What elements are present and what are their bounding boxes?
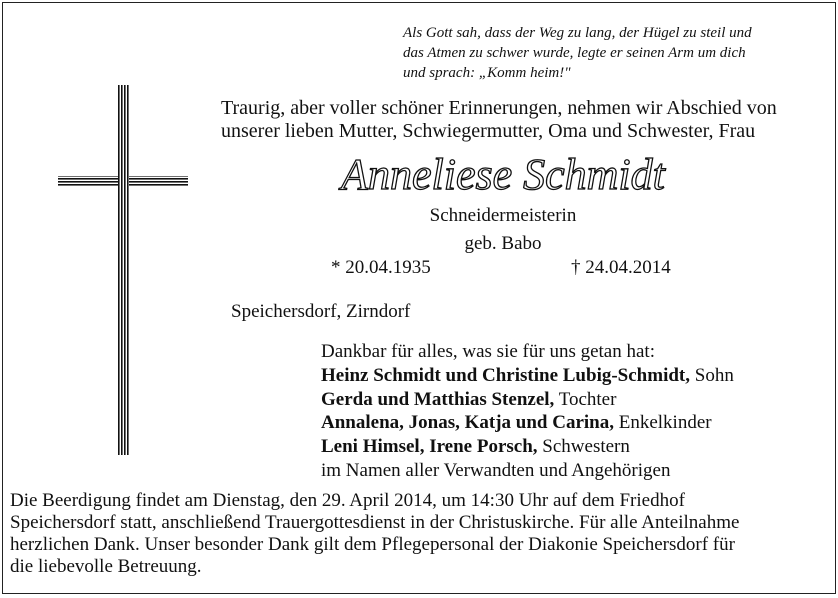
thanks-heading: Dankbar für alles, was sie für uns getan hat: [321,341,655,362]
cross-icon [58,85,188,455]
thanks-closing: im Namen aller Verwandten und Angehörigen [321,459,671,481]
birth-date: * 20.04.1935 [331,257,431,278]
mourner-relation: Sohn [690,364,734,386]
mourner-relation: Tochter [554,388,617,410]
deceased-name [303,149,703,205]
deceased-name-text: Anneliese Schmidt [341,150,665,199]
profession: Schneidermeisterin [429,205,577,226]
funeral-line: Speichersdorf statt, anschließend Trauergottesdienst in der Christuskirche. Für alle Anteilnahme [10,512,740,533]
mourners-block [321,340,826,483]
mourner-relation: Schwestern [537,436,630,458]
funeral-line: Die Beerdigung findet am Dienstag, den 29. April 2014, um 14:30 Uhr auf dem Friedhof [10,490,685,511]
death-date: † 24.04.2014 [571,257,671,278]
mourner-line [321,435,826,459]
maiden-name: geb. Babo [464,233,542,254]
obituary-notice [2,2,836,594]
funeral-line: herzlichen Dank. Unser besonder Dank gilt dem Pflegepersonal der Diakonie Speichersdorf für [10,534,735,555]
mourner-names: Gerda und Matthias Stenzel, [321,388,555,410]
intro-line: Traurig, aber voller schöner Erinnerungen, nehmen wir Abschied von [221,97,777,119]
quote-line: und sprach: „Komm heim!" [403,65,571,81]
intro-text [221,97,821,143]
mourner-names: Leni Himsel, Irene Porsch, [321,436,538,458]
mourner-names: Annalena, Jonas, Katja und Carina, [321,412,614,434]
funeral-info [10,490,830,578]
mourner-names: Heinz Schmidt und Christine Lubig-Schmidt, [321,364,690,386]
quote-block [403,23,823,83]
mourner-relation: Enkelkinder [613,412,712,434]
intro-line: unserer lieben Mutter, Schwiegermutter, Oma und Schwester, Frau [221,120,756,142]
quote-line: Als Gott sah, dass der Weg zu lang, der Hügel zu steil und [403,25,752,41]
mourner-line [321,411,826,435]
quote-line: das Atmen zu schwer wurde, legte er seinen Arm um dich [403,45,746,61]
mourner-line [321,388,826,412]
place: Speichersdorf, Zirndorf [231,301,411,322]
mourner-line [321,364,826,388]
funeral-line: die liebevolle Betreuung. [10,556,202,577]
